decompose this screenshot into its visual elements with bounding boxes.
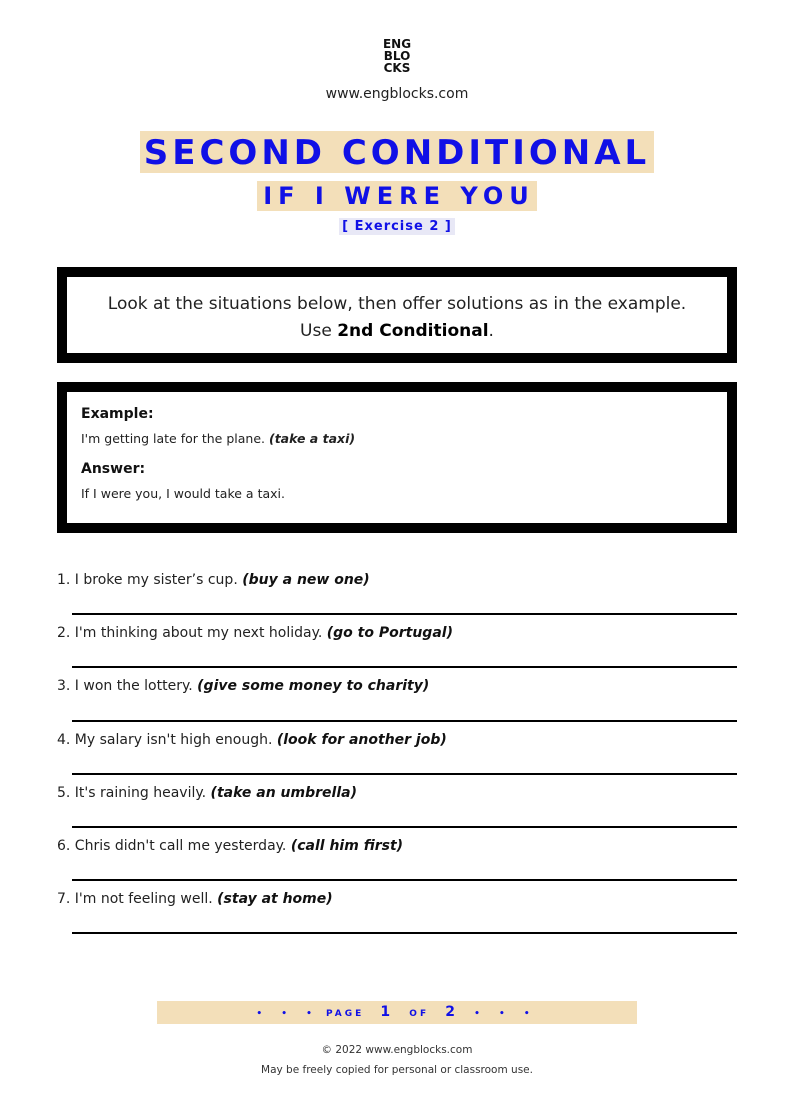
question-hint: (look for another job) — [276, 732, 447, 748]
answer-heading: Answer: — [81, 461, 146, 477]
question-item: 6. Chris didn't call me yesterday. (call him first) — [57, 838, 404, 854]
exercise-label: [ Exercise 2 ] — [339, 218, 455, 235]
page-total: 2 — [445, 1004, 458, 1020]
answer-line[interactable] — [72, 666, 737, 668]
example-box — [57, 382, 737, 533]
question-hint: (buy a new one) — [242, 572, 370, 588]
page-label: PAGE — [325, 1009, 365, 1019]
question-hint: (go to Portugal) — [326, 625, 453, 641]
example-heading: Example: — [81, 406, 154, 422]
question-item: 2. I'm thinking about my next holiday. (go to Portugal) — [57, 625, 453, 641]
of-label: OF — [409, 1009, 430, 1019]
page-current: 1 — [380, 1004, 394, 1020]
page-title: SECOND CONDITIONAL — [140, 131, 654, 173]
question-item: 1. I broke my sister’s cup. (buy a new one) — [57, 572, 370, 588]
question-item: 5. It's raining heavily. (take an umbrella) — [57, 785, 357, 801]
site-url: www.engblocks.com — [325, 86, 469, 102]
answer-text: If I were you, I would take a taxi. — [81, 486, 285, 501]
dots-decoration: • • • — [256, 1009, 320, 1019]
question-hint: (call him first) — [290, 838, 404, 854]
license-note: May be freely copied for personal or classroom use. — [261, 1064, 533, 1076]
question-item: 3. I won the lottery. (give some money to charity) — [57, 678, 430, 694]
page-subtitle: IF I WERE YOU — [257, 181, 536, 211]
question-item: 4. My salary isn't high enough. (look for another job) — [57, 732, 447, 748]
page-indicator — [157, 1001, 637, 1024]
answer-line[interactable] — [72, 773, 737, 775]
instructions-line-2: Use 2nd Conditional. — [300, 321, 494, 341]
answer-line[interactable] — [72, 613, 737, 615]
logo-line: BLO — [383, 49, 411, 63]
instructions-box — [57, 267, 737, 363]
question-hint: (take an umbrella) — [210, 785, 357, 801]
dots-decoration: • • • — [474, 1009, 538, 1019]
engblocks-logo — [0, 38, 794, 74]
question-hint: (stay at home) — [217, 891, 333, 907]
answer-line[interactable] — [72, 826, 737, 828]
instructions-line-1: Look at the situations below, then offer solutions as in the example. — [107, 294, 687, 314]
question-hint: (give some money to charity) — [197, 678, 430, 694]
example-text: I'm getting late for the plane. (take a taxi) — [81, 431, 356, 446]
logo-line: ENG — [382, 37, 412, 51]
copyright: © 2022 www.engblocks.com — [321, 1044, 473, 1056]
logo-line: CKS — [383, 61, 411, 75]
answer-line[interactable] — [72, 932, 737, 934]
example-hint: (take a taxi) — [268, 431, 356, 446]
question-item: 7. I'm not feeling well. (stay at home) — [57, 891, 333, 907]
answer-line[interactable] — [72, 879, 737, 881]
answer-line[interactable] — [72, 720, 737, 722]
